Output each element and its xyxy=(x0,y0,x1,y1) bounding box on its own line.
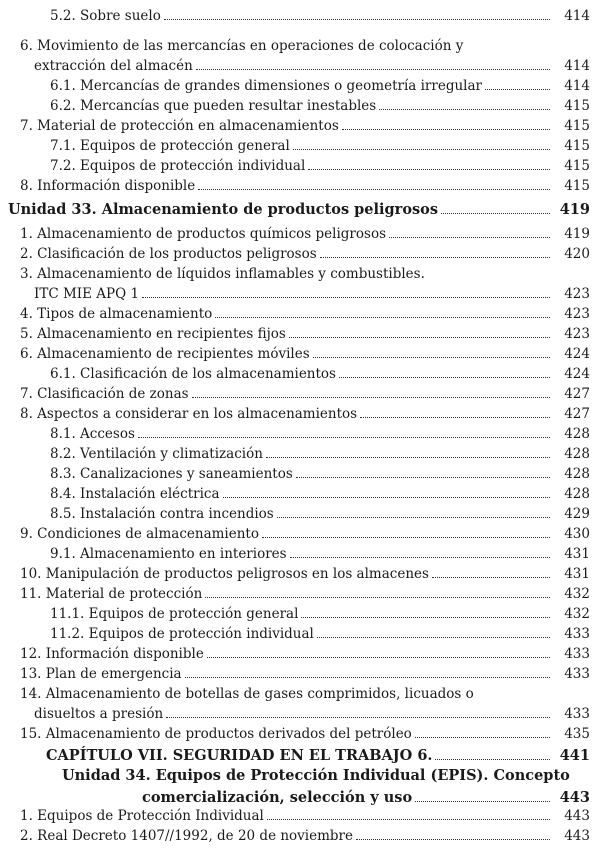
toc-entry xyxy=(0,306,600,326)
toc-entry-page: 431 xyxy=(564,566,590,582)
leader-dots xyxy=(215,317,550,318)
leader-dots xyxy=(432,577,550,578)
toc-entry-title: 6. Almacenamiento de recipientes móviles xyxy=(20,346,310,362)
toc-entry-title: 8.3. Canalizaciones y saneamientos xyxy=(50,466,293,482)
toc-entry-page: 414 xyxy=(564,8,590,24)
toc-entry-title-line-2: disueltos a presión xyxy=(34,706,164,722)
toc-entry-page: 433 xyxy=(564,626,590,642)
toc-entry-title: 13. Plan de emergencia xyxy=(20,666,182,682)
toc-entry-title: 7. Clasificación de zonas xyxy=(20,386,189,402)
toc-entry-title: 8.2. Ventilación y climatización xyxy=(50,446,263,462)
leader-dots xyxy=(485,89,550,90)
toc-entry-page: 427 xyxy=(564,406,590,422)
toc-entry-page: 433 xyxy=(564,646,590,662)
toc-entry-page: 428 xyxy=(564,486,590,502)
toc-entry-page: 414 xyxy=(564,78,590,94)
leader-dots xyxy=(415,737,550,738)
toc-entry xyxy=(0,326,600,346)
leader-dots xyxy=(301,617,550,618)
leader-dots xyxy=(290,557,550,558)
toc-entry xyxy=(0,158,600,178)
leader-dots xyxy=(205,597,550,598)
toc-entry xyxy=(0,626,600,646)
toc-entry-page: 443 xyxy=(559,789,590,806)
toc-entry-title: 9.1. Almacenamiento en interiores xyxy=(50,546,287,562)
toc-entry xyxy=(0,426,600,446)
toc-entry-page: 432 xyxy=(564,606,590,622)
toc-entry-title-line-1: Unidad 34. Equipos de Protección Individual (EPIS). Concepto xyxy=(62,767,570,784)
toc-entry-page: 419 xyxy=(564,226,590,242)
toc-entry xyxy=(0,78,600,98)
leader-dots xyxy=(196,69,550,70)
toc-entry xyxy=(0,178,600,198)
toc-entry-title-line-2: comercialización, selección y uso xyxy=(142,789,413,806)
toc-entry xyxy=(0,118,600,138)
toc-entry-title: 12. Información disponible xyxy=(20,646,204,662)
toc-entry-title: 2. Clasificación de los productos peligrosos xyxy=(20,246,317,262)
leader-dots xyxy=(308,169,550,170)
toc-entry xyxy=(0,646,600,666)
toc-entry-title: 10. Manipulación de productos peligrosos en los almacenes xyxy=(20,566,429,582)
toc-entry-title-line-1: 3. Almacenamiento de líquidos inflamables y combustibles. xyxy=(20,266,425,282)
toc-entry-title: 7.1. Equipos de protección general xyxy=(50,138,290,154)
toc-entry-page: 424 xyxy=(564,366,590,382)
toc-entry xyxy=(0,486,600,506)
toc-entry-page: 419 xyxy=(559,201,590,218)
leader-dots xyxy=(435,759,550,760)
toc-entry-page: 415 xyxy=(564,138,590,154)
toc-entry xyxy=(0,828,600,848)
toc-entry-page: 428 xyxy=(564,426,590,442)
leader-dots xyxy=(185,677,550,678)
leader-dots xyxy=(207,657,550,658)
toc-entry xyxy=(0,566,600,586)
toc-entry-page: 427 xyxy=(564,386,590,402)
leader-dots xyxy=(342,129,550,130)
toc-entry-page: 443 xyxy=(564,808,590,824)
toc-entry-page: 430 xyxy=(564,526,590,542)
toc-entry-page: 433 xyxy=(564,706,590,722)
toc-entry xyxy=(0,546,600,566)
toc-entry-page: 423 xyxy=(564,286,590,302)
toc-entry-title: 2. Real Decreto 1407//1992, de 20 de noviembre xyxy=(20,828,353,844)
leader-dots xyxy=(379,109,550,110)
leader-dots xyxy=(289,337,550,338)
leader-dots xyxy=(164,19,550,20)
toc-unit-heading xyxy=(0,768,600,812)
leader-dots xyxy=(142,297,550,298)
leader-dots xyxy=(262,537,550,538)
toc-entry-title: 7.2. Equipos de protección individual xyxy=(50,158,306,174)
leader-dots xyxy=(415,801,550,802)
toc-entry xyxy=(0,8,600,28)
toc-entry xyxy=(0,606,600,626)
toc-entry-page: 443 xyxy=(564,828,590,844)
toc-entry-page: 435 xyxy=(564,726,590,742)
toc-entry-page: 428 xyxy=(564,466,590,482)
toc-entry xyxy=(0,386,600,406)
toc-entry-page: 423 xyxy=(564,326,590,342)
leader-dots xyxy=(277,517,550,518)
toc-entry-title: 5.2. Sobre suelo xyxy=(50,8,161,24)
leader-dots xyxy=(296,477,550,478)
toc-entry-title: 15. Almacenamiento de productos derivados del petróleo xyxy=(20,726,412,742)
toc-entry-title: 6.1. Clasificación de los almacenamientos xyxy=(50,366,336,382)
toc-entry-page: 424 xyxy=(564,346,590,362)
leader-dots xyxy=(313,357,550,358)
toc-entry-title-line-1: 6. Movimiento de las mercancías en operaciones de colocación y xyxy=(20,38,464,54)
leader-dots xyxy=(389,237,550,238)
toc-entry-page: 433 xyxy=(564,666,590,682)
toc-entry-title: 5. Almacenamiento en recipientes fijos xyxy=(20,326,286,342)
toc-entry-title: 6.1. Mercancías de grandes dimensiones o geometría irregular xyxy=(50,78,482,94)
toc-entry xyxy=(0,808,600,828)
leader-dots xyxy=(223,497,550,498)
toc-entry-page: 429 xyxy=(564,506,590,522)
toc-entry xyxy=(0,246,600,266)
toc-entry xyxy=(0,686,600,726)
leader-dots xyxy=(267,819,550,820)
toc-entry-page: 423 xyxy=(564,306,590,322)
leader-dots xyxy=(441,213,550,214)
toc-entry-title: 8.5. Instalación contra incendios xyxy=(50,506,274,522)
toc-entry xyxy=(0,466,600,486)
toc-entry xyxy=(0,446,600,466)
toc-entry-title: 1. Equipos de Protección Individual xyxy=(20,808,264,824)
toc-chapter-heading xyxy=(0,748,600,768)
toc-entry xyxy=(0,366,600,386)
toc-entry-title: 11.1. Equipos de protección general xyxy=(50,606,299,622)
toc-entry-page: 431 xyxy=(564,546,590,562)
leader-dots xyxy=(166,717,550,718)
toc-entry xyxy=(0,506,600,526)
toc-entry-title: 8. Aspectos a considerar en los almacenamientos xyxy=(20,406,358,422)
toc-entry-page: 441 xyxy=(559,747,590,764)
toc-entry-title: 11.2. Equipos de protección individual xyxy=(50,626,314,642)
toc-entry-title: 8.4. Instalación eléctrica xyxy=(50,486,220,502)
toc-entry xyxy=(0,586,600,606)
toc-entry-title: 4. Tipos de almacenamiento xyxy=(20,306,213,322)
toc-entry-title: 9. Condiciones de almacenamiento xyxy=(20,526,259,542)
toc-entry-page: 415 xyxy=(564,158,590,174)
leader-dots xyxy=(198,189,550,190)
toc-entry-page: 432 xyxy=(564,586,590,602)
leader-dots xyxy=(356,839,550,840)
leader-dots xyxy=(360,417,550,418)
toc-entry-title: Unidad 33. Almacenamiento de productos peligrosos xyxy=(8,201,438,218)
toc-entry xyxy=(0,138,600,158)
toc-entry-title: 8.1. Accesos xyxy=(50,426,135,442)
toc-entry-title: 11. Material de protección xyxy=(20,586,203,602)
leader-dots xyxy=(293,149,550,150)
toc-entry xyxy=(0,346,600,366)
toc-entry-page: 414 xyxy=(564,58,590,74)
toc-entry-title: CAPÍTULO VII. SEGURIDAD EN EL TRABAJO 6. xyxy=(46,747,433,764)
toc-entry-title: 6.2. Mercancías que pueden resultar inestables xyxy=(50,98,377,114)
leader-dots xyxy=(317,637,550,638)
leader-dots xyxy=(138,437,550,438)
toc-entry-page: 415 xyxy=(564,178,590,194)
toc-entry xyxy=(0,38,600,78)
toc-entry xyxy=(0,526,600,546)
leader-dots xyxy=(320,257,550,258)
toc-entry-page: 415 xyxy=(564,98,590,114)
leader-dots xyxy=(266,457,550,458)
toc-entry-title-line-2: ITC MIE APQ 1 xyxy=(34,286,140,302)
toc-entry-page: 415 xyxy=(564,118,590,134)
toc-entry-title: 8. Información disponible xyxy=(20,178,196,194)
toc-entry xyxy=(0,226,600,246)
leader-dots xyxy=(339,377,550,378)
toc-entry-title-line-1: 14. Almacenamiento de botellas de gases comprimidos, licuados o xyxy=(20,686,474,702)
toc-entry-title-line-2: extracción del almacén xyxy=(34,58,193,74)
toc-entry-title: 7. Material de protección en almacenamientos xyxy=(20,118,339,134)
leader-dots xyxy=(192,397,550,398)
toc-entry xyxy=(0,98,600,118)
toc-entry-page: 428 xyxy=(564,446,590,462)
toc-entry-page: 420 xyxy=(564,246,590,262)
toc-entry xyxy=(0,406,600,426)
toc-entry xyxy=(0,666,600,686)
toc-entry xyxy=(0,266,600,306)
toc-unit-heading xyxy=(0,202,600,222)
toc-entry-title: 1. Almacenamiento de productos químicos peligrosos xyxy=(20,226,386,242)
toc-entry xyxy=(0,726,600,746)
